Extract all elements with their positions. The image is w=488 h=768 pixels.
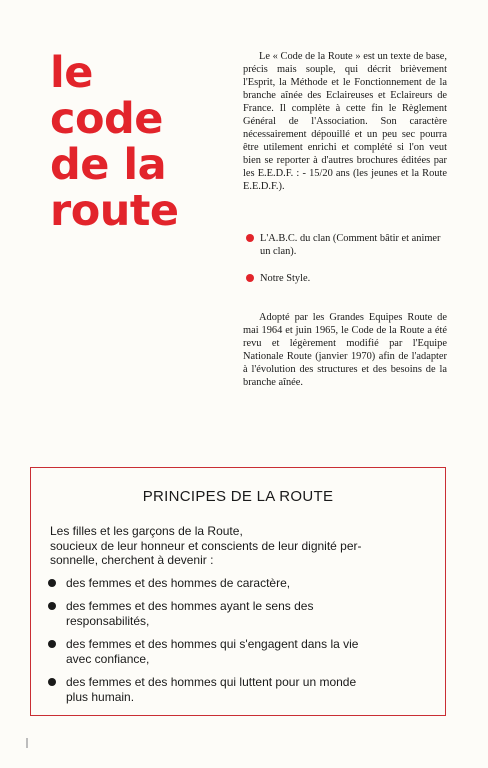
red-bullet-icon: [246, 274, 254, 282]
principles-intro: [50, 524, 430, 568]
bullet-notre-style: [246, 272, 450, 285]
main-title-line-2: code: [50, 94, 163, 144]
black-bullet-icon: [48, 678, 56, 686]
principle-item-commitment: [48, 637, 428, 666]
bullet-text: Notre Style.: [260, 273, 311, 284]
bullet-text: L'A.B.C. du clan (Comment bâtir et animer un clan).: [260, 233, 441, 257]
principles-intro-line: soucieux de leur honneur et conscients de leur dignité per-: [50, 538, 362, 553]
principle-item-text: plus humain.: [66, 689, 135, 704]
principle-item-text: des femmes et des hommes qui s'engagent dans la vie: [66, 637, 359, 651]
principles-intro-line: Les filles et les garçons de la Route,: [50, 524, 243, 538]
black-bullet-icon: [48, 602, 56, 610]
adoption-paragraph: Adopté par les Grandes Equipes Route de mai 1964 et juin 1965, le Code de la Route a été revu et légèrement modifié par l'Equipe Nationale Route (janvier 1970) afin de l'adapter à l'évolution des structures et des besoins de la branche aînée.: [243, 312, 447, 388]
principle-item-character: [48, 576, 428, 591]
principle-item-text: des femmes et des hommes de caractère,: [66, 576, 291, 590]
intro-column: [243, 50, 447, 193]
principles-heading: PRINCIPES DE LA ROUTE: [142, 488, 334, 505]
principle-item-text: des femmes et des hommes ayant le sens des: [66, 599, 314, 613]
black-bullet-icon: [48, 640, 56, 648]
intro-paragraph: Le « Code de la Route » est un texte de base, précis mais souple, qui décrit brièvement l'Esprit, la Méthode et le Fonctionnement de la branche aînée des Eclaireuses et Eclaireurs de France. Il complète à cette fin le Règlement Général de l'Association. Son caractère nécessairement dépouillé et un peu sec pourra être utilement enrichi et complété si l'on veut bien se reporter à d'autres brochures éditées par les E.E.D.F. : - 15/20 ans (les jeunes et la Route E.E.D.F.).: [243, 51, 447, 192]
main-title-line-3: de la: [50, 140, 167, 190]
black-bullet-icon: [48, 579, 56, 587]
principles-box: [30, 467, 446, 716]
principle-item-text: des femmes et des hommes qui luttent pour un monde: [66, 675, 357, 689]
principle-item-text: avec confiance,: [66, 651, 150, 666]
bullet-abc-du-clan: [246, 232, 450, 258]
principle-item-responsibility: [48, 599, 428, 628]
page-edge-mark: [26, 738, 28, 748]
red-bullet-icon: [246, 234, 254, 242]
principles-intro-line: sonnelle, cherchent à devenir :: [50, 553, 214, 567]
adoption-note: [243, 311, 447, 389]
principle-item-humanity: [48, 675, 428, 704]
main-title: [50, 50, 220, 234]
main-title-line-1: le: [50, 48, 93, 98]
main-title-line-4: route: [50, 186, 179, 236]
principle-item-text: responsabilités,: [66, 613, 150, 628]
